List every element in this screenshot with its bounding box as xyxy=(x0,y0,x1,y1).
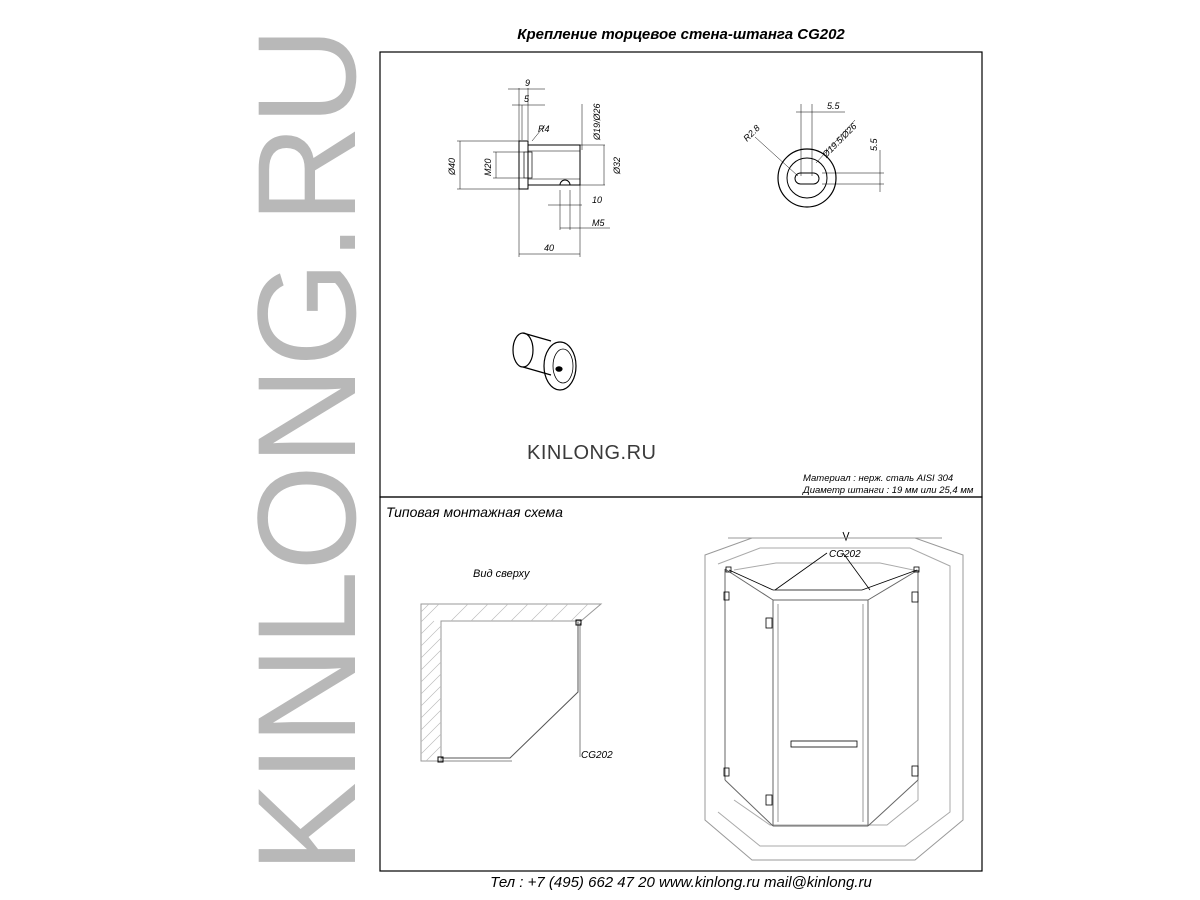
side-dimension-lines xyxy=(457,88,610,257)
watermark-text: KINLONG.RU xyxy=(228,1,385,873)
dim-d19-5-26: Ø19.5/Ø26 xyxy=(820,121,859,160)
top-view-part-label: CG202 xyxy=(581,750,613,761)
top-view-label: Вид сверху xyxy=(473,568,530,580)
top-view-plan xyxy=(421,604,601,762)
contact-footer: Тел : +7 (495) 662 47 20 www.kinlong.ru mail@kinlong.ru xyxy=(490,874,872,891)
lower-frame xyxy=(380,497,982,871)
front-view xyxy=(755,104,884,207)
dim-5-5-horizontal: 5.5 xyxy=(827,101,840,111)
material-notes xyxy=(803,473,973,497)
dim-m5: M5 xyxy=(592,218,605,228)
dim-len40: 40 xyxy=(544,243,555,253)
dim-d32: Ø32 xyxy=(612,156,622,174)
mounting-scheme-title: Типовая монтажная схема xyxy=(386,504,563,520)
front-dimension-labels xyxy=(741,101,879,160)
dim-10: 10 xyxy=(592,195,603,205)
enclosure-part-label: CG202 xyxy=(829,549,861,560)
dim-d40: Ø40 xyxy=(447,157,457,175)
upper-frame xyxy=(380,52,982,497)
brand-label: KINLONG.RU xyxy=(527,442,657,464)
diameter-line: Диаметр штанги : 19 мм или 25,4 мм xyxy=(803,485,974,496)
material-line: Материал : нерж. сталь AISI 304 xyxy=(803,473,954,484)
dim-5: 5 xyxy=(524,94,530,104)
dim-9: 9 xyxy=(525,78,531,88)
part-3d-view xyxy=(513,333,576,390)
dim-r4: R4 xyxy=(538,124,550,134)
side-dimension-labels xyxy=(447,78,622,253)
dim-r2-8: R2.8 xyxy=(741,122,762,144)
side-section-view xyxy=(519,141,605,189)
dim-d19-26: Ø19/Ø26 xyxy=(592,103,602,140)
drawing-title: Крепление торцевое стена-штанга CG202 xyxy=(517,26,845,43)
enclosure-3d-view xyxy=(705,532,963,860)
dim-m20: M20 xyxy=(483,158,493,176)
dim-5-5-vertical: 5.5 xyxy=(869,138,879,151)
